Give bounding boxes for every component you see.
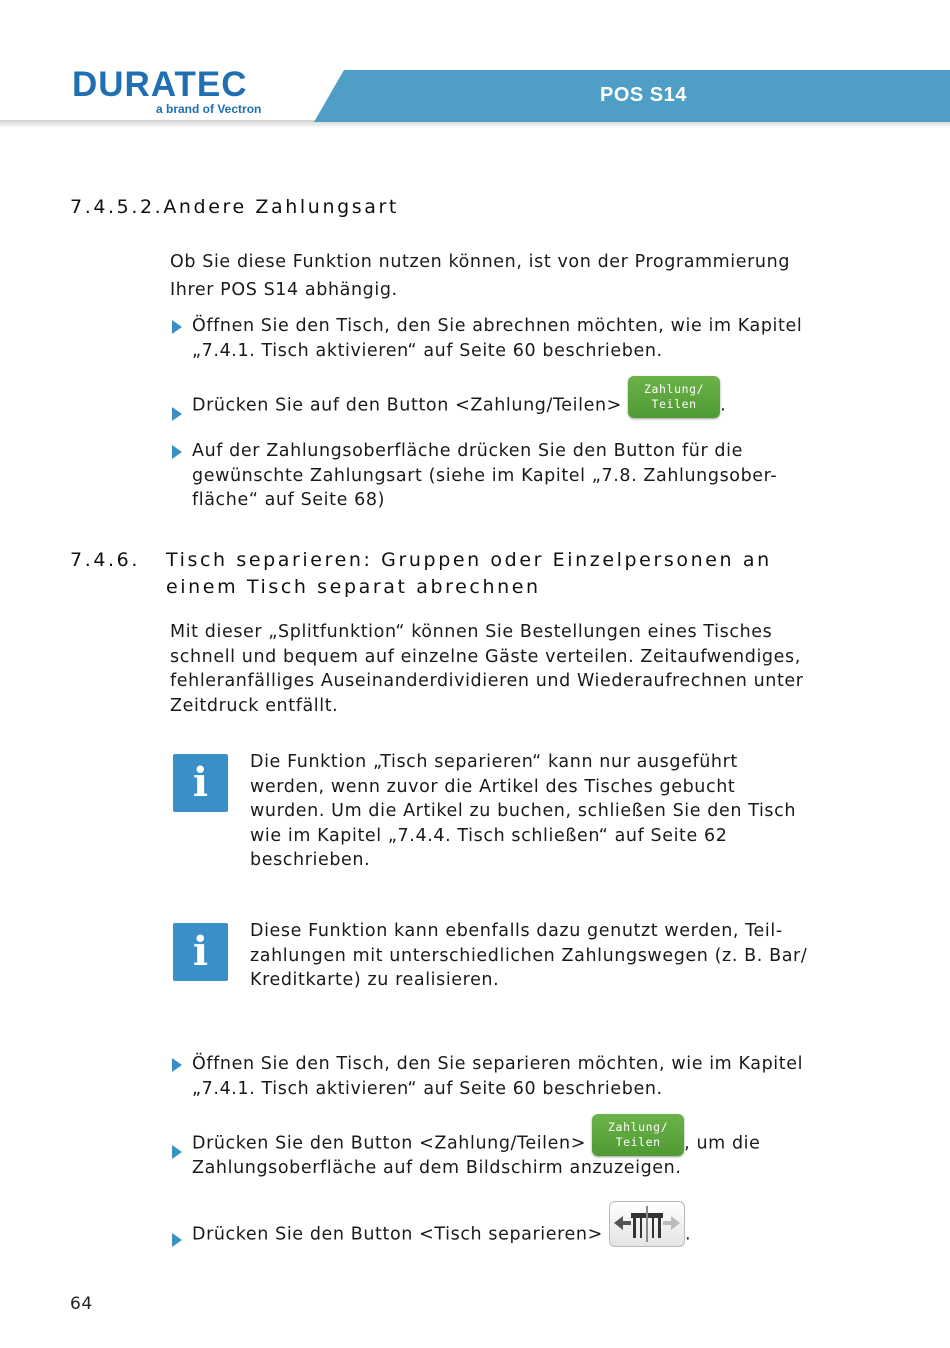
- section-number: 7.4.6.: [70, 549, 140, 571]
- step-item: [192, 314, 802, 363]
- logo-subtitle: a brand of Vectron: [156, 102, 262, 116]
- text-line: werden, wenn zuvor die Artikel des Tisches gebucht: [250, 776, 736, 797]
- section-heading-746: [70, 547, 772, 601]
- text-line: wurden. Um die Artikel zu buchen, schließen Sie den Tisch: [250, 801, 797, 822]
- table-split-icon: [610, 1202, 684, 1246]
- info-icon: i: [173, 923, 228, 981]
- zahlung-teilen-button[interactable]: [592, 1114, 684, 1156]
- step-item: [192, 376, 726, 418]
- step-item: [192, 439, 777, 513]
- bullet-arrow-icon: [172, 445, 182, 459]
- step-item: [192, 1052, 803, 1101]
- zahlung-teilen-button[interactable]: [628, 376, 720, 418]
- text-line: fläche“ auf Seite 68): [192, 490, 386, 511]
- text-line: .: [720, 395, 727, 416]
- text-line: Drücken Sie auf den Button <Zahlung/Teilen>: [192, 395, 622, 416]
- product-title: POS S14: [600, 84, 687, 106]
- button-label: Teilen: [615, 1135, 661, 1149]
- text-line: gewünschte Zahlungsart (siehe im Kapitel „7.8. Zahlungsober-: [192, 465, 778, 486]
- text-line: Öffnen Sie den Tisch, den Sie abrechnen möchten, wie im Kapitel: [192, 316, 803, 336]
- duratec-logo: [72, 68, 298, 98]
- text-line: Auf der Zahlungsoberfläche drücken Sie den Button für die: [192, 441, 743, 461]
- text-line: .: [685, 1224, 692, 1245]
- bullet-arrow-icon: [172, 1145, 182, 1159]
- info-note: [250, 919, 807, 993]
- page-header: [0, 0, 950, 130]
- intro-paragraph: [170, 620, 804, 718]
- text-line: einem Tisch separat abrechnen: [166, 576, 541, 598]
- text-line: Tisch separieren: Gruppen oder Einzelpersonen an: [166, 549, 772, 571]
- step-item: [192, 1114, 912, 1181]
- button-label: Teilen: [651, 397, 697, 411]
- section-title: [166, 547, 772, 601]
- text-line: Zahlungsoberfläche auf dem Bildschirm anzuzeigen.: [192, 1158, 682, 1178]
- text-line: Drücken Sie den Button <Zahlung/Teilen>: [192, 1133, 586, 1154]
- text-line: Die Funktion „Tisch separieren“ kann nur ausgeführt: [250, 752, 738, 772]
- text-line: wie im Kapitel „7.4.4. Tisch schließen“ auf Seite 62: [250, 825, 728, 846]
- text-line: beschrieben.: [250, 850, 371, 871]
- tisch-separieren-button[interactable]: [609, 1201, 685, 1247]
- text-line: , um die: [684, 1133, 761, 1154]
- bullet-arrow-icon: [172, 1233, 182, 1247]
- info-icon: i: [173, 754, 228, 812]
- text-line: Diese Funktion kann ebenfalls dazu genutzt werden, Teil-: [250, 921, 783, 941]
- text-line: Ihrer POS S14 abhängig.: [170, 279, 398, 300]
- section-title: Andere Zahlungsart: [163, 196, 399, 218]
- logo-text: DURATEC: [72, 68, 248, 98]
- text-line: Öffnen Sie den Tisch, den Sie separieren möchten, wie im Kapitel: [192, 1054, 804, 1074]
- info-note: [250, 750, 796, 873]
- bullet-arrow-icon: [172, 1058, 182, 1072]
- button-label: Zahlung/: [608, 1120, 669, 1134]
- bullet-arrow-icon: [172, 320, 182, 334]
- section-heading-7452: [70, 194, 399, 221]
- section-number: 7.4.5.2.: [70, 196, 164, 218]
- text-line: schnell und bequem auf einzelne Gäste verteilen. Zeitaufwendiges,: [170, 646, 801, 667]
- text-line: zahlungen mit unterschiedlichen Zahlungswegen (z. B. Bar/: [250, 945, 808, 966]
- step-item: [192, 1201, 691, 1247]
- text-line: Zeitdruck entfällt.: [170, 695, 339, 716]
- text-line: fehleranfälliges Auseinanderdividieren und Wiederaufrechnen unter: [170, 671, 804, 692]
- button-label: Zahlung/: [643, 382, 705, 396]
- text-line: „7.4.1. Tisch aktivieren“ auf Seite 60 beschrieben.: [192, 340, 663, 361]
- text-line: Drücken Sie den Button <Tisch separieren>: [192, 1224, 603, 1245]
- text-line: Kreditkarte) zu realisieren.: [250, 970, 500, 991]
- intro-paragraph: [170, 250, 790, 302]
- text-line: „7.4.1. Tisch aktivieren“ auf Seite 60 beschrieben.: [192, 1078, 663, 1099]
- text-line: Ob Sie diese Funktion nutzen können, ist von der Programmierung: [170, 252, 791, 272]
- text-line: Mit dieser „Splitfunktion“ können Sie Bestellungen eines Tisches: [170, 622, 773, 642]
- bullet-arrow-icon: [172, 407, 182, 421]
- page-number: 64: [70, 1294, 93, 1314]
